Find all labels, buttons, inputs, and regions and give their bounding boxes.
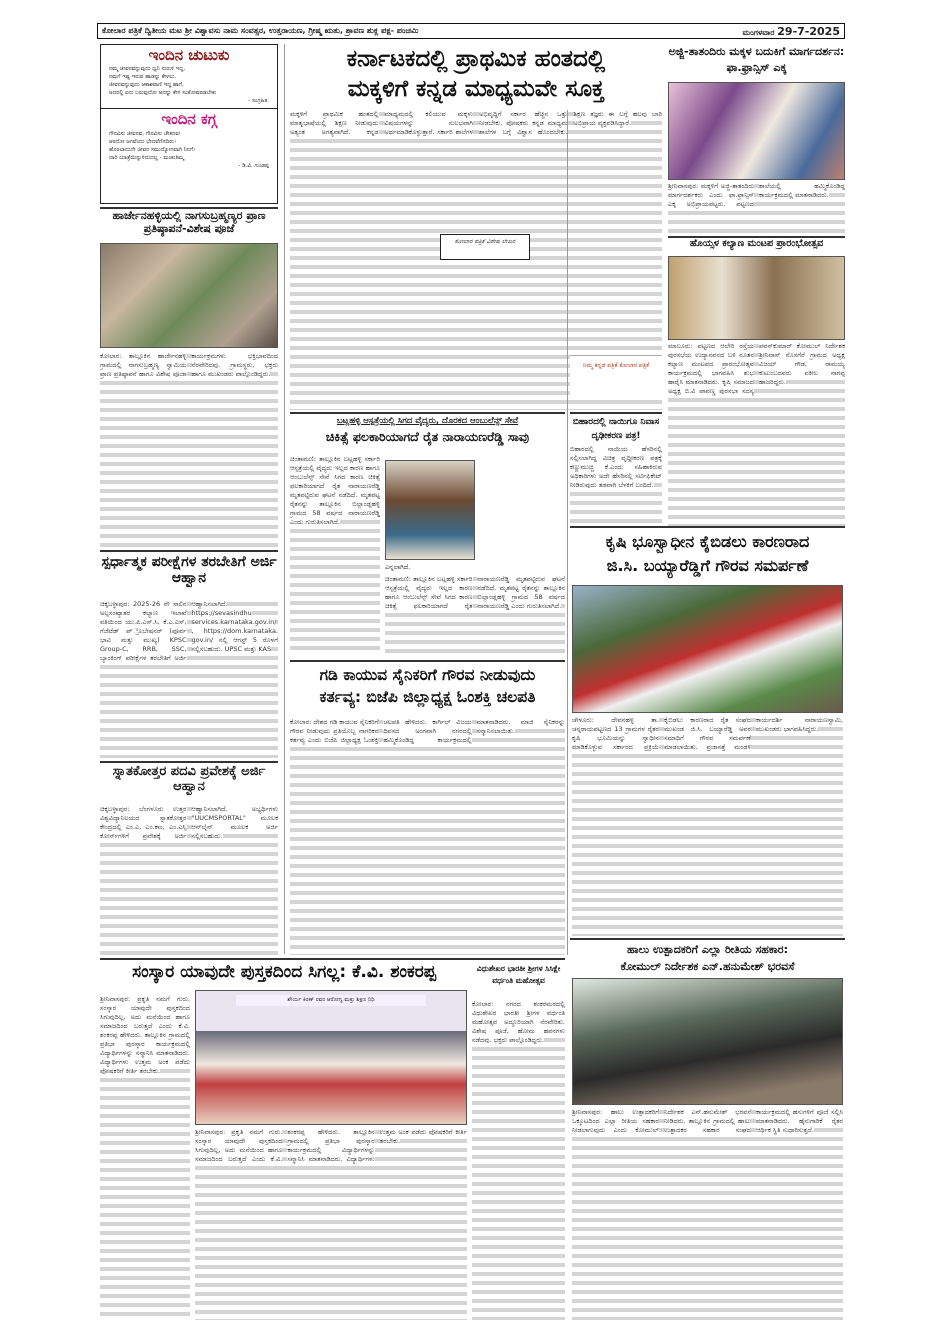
kagga-title: ಇಂದಿನ ಕಗ್ಗ [161,110,217,129]
temple-photo [100,243,278,348]
main-headline-line1: ಕರ್ನಾಟಕದಲ್ಲಿ ಪ್ರಾಥಮಿಕ ಹಂತದಲ್ಲಿ [346,46,606,72]
ajji-event-photo [668,82,845,180]
masthead-bar [97,23,845,39]
chutuku-line: ಅದರಲ್ಲಿ ಏನು ಬರುವುದೋ ಅದನ್ನು ಕೇಳಿ ಸಂತೋಷಪಡಬೇಕು [109,90,217,97]
gadi-headline [290,664,565,708]
halu-headline [570,941,845,975]
chutuku-line: ನಮ್ಮ ಜೀವನವನ್ನುವುದು ಧ್ವನಿ ಸುರುಳಿ ಇದ್ದ, [109,66,186,73]
krishi-body: ಚೇಳೂರು: ದೇವನಹಳ್ಳಿ ತಾ. ಚನ್ನರಾಯಪಟ್ಟಣದ 13 ಗ್ರಾಮಗಳ ರೈತರ ಕೃಷಿ ಭೂಮಿಯನ್ನು ಸ್ವಾಧೀನ ಮಾಡಿಕೊಳ್ಳುವ ಸರ್ಕಾರದ ಪ್ರಕ್ರಿಯೆ ಕೈಬಿಡಲು ಕಾರಣರಾದ ರೈತ ಸಂಘದ ಮುಖಂಡ ಜಿ.ಸಿ. ಬಯ್ಯಾರೆಡ್ಡಿ ಅವರ ಸಮಾಧಿಗೆ ಗೌರವ ಸಮರ್ಪಣೆ ಮಾಡಲಾಯಿತು. ಪ್ರಜಾಸತ್ತೆ ಮಂಡಳಿ ಕಾರ್ಯದರ್ಶಿ ನಾರಾಯಣಸ್ವಾಮಿ, ಮುಖಂಡರು ಭಾಗವಹಿಸಿದ್ದರು. [572,716,843,936]
bihar-body: ಬಿಹಾರದಲ್ಲಿ ನಾಯಿಯ ಹೆಸರಿನಲ್ಲಿ ಸಲ್ಲಿಸಲಾಗಿದ್ದ ವಿಚಿತ್ರ ವೃದ್ಧೀಕರಣ ಪತ್ರಕ್ಕೆ ಕಣ್ಣುಮುಚ್ಚಿ ಕೆ.ಎಂದು ಸಹಿಹಾಕಿರುವ ಅಧಿಕಾರಿಗಳು ಅದೇ ಹೆಸರಿನಲ್ಲಿ ಸರ್ಟಿಫಿಕೇಟ್ ನೀಡಿರುವುದು ತಡವಾಗಿ ಬೆಳಕಿಗೆ ಬಂದಿದೆ. [570,445,662,523]
main-headline-line2: ಮಕ್ಕಳಿಗೆ ಕನ್ನಡ ಮಾಧ್ಯಮವೇ ಸೂಕ್ತ [347,76,605,102]
halu-headline-line1: ಹಾಲು ಉತ್ಪಾದಕರಿಗೆ ಎಲ್ಲಾ ರೀತಿಯ ಸಹಕಾರ: [627,943,788,956]
farmer-portrait-photo [385,460,475,560]
halu-headline-line2: ಕೋಮುಲ್ ನಿರ್ದೇಶಕ ಎನ್.ಹನುಮೇಶ್ ಭರವಸೆ [620,960,795,973]
chutuku-lines [101,64,277,106]
masthead-day: ಮಂಗಳವಾರ [742,27,775,37]
krishi-headline-line2: ಜಿ.ಸಿ. ಬಯ್ಯಾರೆಡ್ಡಿಗೆ ಗೌರವ ಸಮರ್ಪಣೆ [606,556,809,575]
raitha-caption: ಎನ್ನಲಾಗಿದೆ. [385,563,411,571]
ajji-headline: ಅಜ್ಜಿ-ತಾತಂದಿರು ಮಕ್ಕಳ ಬದುಕಿಗೆ ಮಾರ್ಗದರ್ಶನ: ಫಾ.ಫ್ರಾನ್ಸಿಸ್ ಎಕ್ಕ [668,45,845,74]
felicitation-photo [195,990,467,1125]
bihar-headline: ಬಿಹಾರದಲ್ಲಿ ನಾಯಿಗೂ ನಿವಾಸ ದೃಢೀಕರಣ ಪತ್ರ! [572,417,660,441]
kagga-author: - ಡಿ.ವಿ. ಗುಂಡಪ್ಪ [238,162,269,169]
spardha-body: ಚಿಕ್ಕಬಳ್ಳಾಪುರ: 2025-26 ನೇ ಸಾಲಿನ ಅಲ್ಪಸಂಖ್ಯಾತರ ಕಲ್ಯಾಣ ಇಲಾಖೆ ವತಿಯಿಂದ ಯು.ಪಿ.ಎಸ್.ಸಿ, ಕೆ.ಎ.ಎಸ್, ಗೆಜೆಟೆಡ್ ಪ್್ರೊಬೇಷನರ್ (ಪೂರ್ವ ಭಾವಿ ಮತ್ತು ಮುಖ್ಯ) KPSC Group-C, RRB, SSC, ಬ್ಯಾಂಕಿಂಗ್ ಪರೀಕ್ಷೆಗಳ ತರಬೇತಿಗೆ ಅರ್ಜಿ ಆಹ್ವಾನಿಸಲಾಗಿದೆ. https://sevasindhu services.karnataka.gov.in/ , https://dom.karnataka. gov.in/ ನಲ್ಲಿ ಆಗಸ್ಟ್ 5 ರೊಳಗೆ ಸಲ್ಲಿಸಬಹುದು. UPSC ಮತ್ತು KAS [100,600,278,758]
main-headline [290,44,662,104]
vidhushekhara-body: ಕೋಲಾರ: ನಗರದ ಶಂಕರಮಠದಲ್ಲಿ ವಿಧುಶೇಖರ ಭಾರತೀ ಶ್ರೀಗಳ ವರ್ಧಂತಿ ಮಹೋತ್ಸವ ಅದ್ದೂರಿಯಾಗಿ ನೆರವೇರಿತು. ವಿಶೇಷ ಪೂಜೆ, ಹೋಮ ಹವನಗಳು ನಡೆದವು. ಭಕ್ತರು ಪಾಲ್ಗೊಂಡಿದ್ದರು. [472,1000,565,1320]
halu-body: ಶ್ರೀನಿವಾಸಪುರ: ಹಾಲು ಉತ್ಪಾದಕರಿಗೆ ಒಕ್ಕೂಟದಿಂದ ಎಲ್ಲಾ ರೀತಿಯ ಸಹಕಾರ ನೀಡಲಾಗುವುದು ಎಂದು ಕೋಮುಲ್ ನಿರ್ದೇಶಕ ಎನ್.ಹನುಮೇಶ್ ಭರವಸೆ ನೀಡಿದರು. ತಾಲ್ಲೂಕಿನ ಗ್ರಾಮದಲ್ಲಿ ಹಾಲು ಉತ್ಪಾದಕರ ಸಹಕಾರ ಸಂಘದ ಕಾರ್ಯಕ್ರಮದಲ್ಲಿ ಹಸುಗಳಿಗೆ ಪೂಜೆ ಸಲ್ಲಿಸಿ ಮಾತನಾಡಿದರು. ಹೈನುಗಾರಿಕೆ ರೈತರ ಆರ್ಥಿಕ ಸ್ಥಿತಿ ಸುಧಾರಿಸುತ್ತದೆ. [572,1108,843,1320]
masthead-info: ಕೋಲಾರ ಪತ್ರಿಕೆ ದ್ವಿತೀಯ ಮಟ ಶ್ರೀ ವಿಶ್ವಾವಸು ನಾಮ ಸಂವತ್ಸರ, ಉತ್ತರಾಯಣ, ಗ್ರೀಷ್ಮ ಋತು, ಶ್ರಾವಣ ಶುಕ್ಲ ಪಕ್ಷ- ಪಂಚಮಿ [102,26,419,35]
snatakottara-headline: ಸ್ನಾತಕೋತ್ತರ ಪದವಿ ಪ್ರವೇಶಕ್ಕೆ ಅರ್ಜಿ ಆಹ್ವಾನ [112,764,266,794]
gadi-headline-line2: ಕರ್ತವ್ಯ: ಬಿಜೆಪಿ ಜಿಲ್ಲಾಧ್ಯಕ್ಷ ಓಂಶಕ್ತಿ ಚಲಪತಿ [319,688,536,706]
tribute-photo [572,585,843,713]
chutuku-line: ನಮಗೆ ಇಷ್ಟ ಇರುವ ಹಾಡನ್ನು ಕೇಳಲು. [109,74,177,81]
hoysala-inauguration-photo [668,256,845,340]
raitha-headline: ಚಿಕಿತ್ಸೆ ಫಲಕಾರಿಯಾಗದೆ ರೈತ ನಾರಾಯಣರೆಡ್ಡಿ ಸಾವು [325,429,530,444]
dairy-cow-photo [572,978,843,1105]
quote-box [100,44,278,204]
raitha-body-col1: ಚಿಂತಾಮಣಿ: ತಾಲ್ಲೂಕಿನ ಬಟ್ಲಹಳ್ಳಿ ಸರ್ಕಾರಿ ಆಸ್ಪತ್ರೆಯಲ್ಲಿ ವೈದ್ಯರು ಇಲ್ಲದ ಕಾರಣ ಹಾಗೂ ಆಂಬುಲೆನ್ಸ್ ಸೇವೆ ಸಿಗದ ಕಾರಣ ಚಿಕಿತ್ಸೆ ಫಲಕಾರಿಯಾಗದೆ ರೈತ ನಾರಾಯಣರೆಡ್ಡಿ ಮೃತಪಟ್ಟಿರುವ ಘಟನೆ ನಡೆದಿದೆ. ಮೃತಪಟ್ಟ ರೈತನನ್ನು ತಾಲ್ಲೂಕಿನ ಬಿಲ್ಲಾಂಡ್ಲಹಳ್ಳಿ ಗ್ರಾಮದ 58 ವರ್ಷದ ನಾರಾಯಣರೆಡ್ಡಿ ಎಂದು ಗುರುತಿಸಲಾಗಿದೆ. [290,455,380,655]
snatakottara-body: ಚಿಕ್ಕಬಳ್ಳಾಪುರ: ಬೆಂಗಳೂರು ಉತ್ತರ ವಿಶ್ವವಿದ್ಯಾನಿಲಯದ ಸ್ನಾತಕೋತ್ತರ ಕೇಂದ್ರದಲ್ಲಿ ಎಂ.ಎ, ಎಂ.ಕಾಂ, ಎಂ.ಎಸ್ಸಿ ಕೋರ್ಸ್‌ಗಳಿಗೆ ಪ್ರವೇಶಕ್ಕೆ ಅರ್ಜಿ ಆಹ್ವಾನಿಸಲಾಗಿದೆ. ಅಭ್ಯರ್ಥಿಗಳು "UUCMSPORTAL" ಮೂಲಕ ಆನ್‌ಲೈನ್ ಮೂಲಕ ಅರ್ಜಿ ಸಲ್ಲಿಸಬಹುದು. [100,805,278,955]
harjenahalli-body: ಕೋಲಾರ: ತಾಲ್ಲೂಕಿನ ಹಾರ್ಜೇನಹಳ್ಳಿ ಗ್ರಾಮದಲ್ಲಿ ನಾಗಸುಬ್ರಹ್ಮಣ್ಯ ಸ್ವಾಮಿಯ ಪ್ರಾಣ ಪ್ರತಿಷ್ಠಾಪನೆ ಹಾಗೂ ವಿಶೇಷ ಪೂಜಾ ಕಾರ್ಯಕ್ರಮಗಳು ಭಕ್ತಿಭಾವದಿಂದ ನೆರವೇರಿದವು. ಗ್ರಾಮಸ್ಥರು, ಭಕ್ತರು ಹಾಗೂ ಮುಖಂಡರು ಪಾಲ್ಗೊಂಡಿದ್ದರು. [100,352,278,547]
krishi-headline [570,530,845,578]
ajji-body: ಶ್ರೀನಿವಾಸಪುರ: ಮಕ್ಕಳಿಗೆ ಅಜ್ಜಿ-ತಾತಂದಿರು ಮಾರ್ಗದರ್ಶಕರು ಎಂದು ಫಾ.ಫ್ರಾನ್ಸಿಸ್ ಎಕ್ಕ ಅಭಿಪ್ರಾಯಪಟ್ಟರು. ಪಟ್ಟಣದ ಶಾಲೆಯಲ್ಲಿ ಹಮ್ಮಿಕೊಂಡಿದ್ದ ಕಾರ್ಯಕ್ರಮದಲ್ಲಿ ಮಾತನಾಡಿದರು. [668,182,845,234]
vidhushekhara-headline: ವಿಧುಶೇಖರ ಭಾರತೀ ಶ್ರೀಗಳ ಸಿಸಿಕ್ಷೇ ವರ್ಧಂತಿ ಮಹೋತ್ಸವ [476,964,561,985]
chutuku-line: ಜೀವನವನ್ನುವುದು ಆಕಾಶವಾಣಿ ಇದ್ದ ಹಾಗೆ, [109,82,184,89]
raitha-body-col2: ಚಿಂತಾಮಣಿ: ತಾಲ್ಲೂಕಿನ ಬಟ್ಲಹಳ್ಳಿ ಸರ್ಕಾರಿ ಆಸ್ಪತ್ರೆಯಲ್ಲಿ ವೈದ್ಯರು ಇಲ್ಲದ ಕಾರಣ ಹಾಗೂ ಆಂಬುಲೆನ್ಸ್ ಸೇವೆ ಸಿಗದ ಕಾರಣ ಚಿಕಿತ್ಸೆ ಫಲಕಾರಿಯಾಗದೆ ರೈತ ನಾರಾಯಣರೆಡ್ಡಿ ಮೃತಪಟ್ಟಿರುವ ಘಟನೆ ನಡೆದಿದೆ. ಮೃತಪಟ್ಟ ರೈತನನ್ನು ತಾಲ್ಲೂಕಿನ ಬಿಲ್ಲಾಂಡ್ಲಹಳ್ಳಿ ಗ್ರಾಮದ 58 ವರ್ಷದ ನಾರಾಯಣರೆಡ್ಡಿ ಎಂದು ಗುರುತಿಸಲಾಗಿದೆ. [385,575,565,655]
chutuku-title: ಇಂದಿನ ಚುಟುಕು [148,46,230,64]
photo-banner: ಶೌರ್ಯ ಕಿರಣ್ ರವರ ಆರೋಗ್ಯ ಮತ್ತು ಶಿಕ್ಷಣ ನಿಧಿ [236,995,426,1006]
hoysala-headline: ಹೊಯ್ಸಳ ಕಲ್ಯಾಣ ಮಂಟಪ ಪ್ರಾರಂಭೋತ್ಸವ [689,238,824,249]
gadi-body: ಕೋಲಾರ: ದೇಶದ ಗಡಿ ಕಾಯುವ ಸೈನಿಕರಿಗೆ ಗೌರವ ನೀಡುವುದು ಪ್ರತಿಯೊಬ್ಬ ನಾಗರಿಕನ ಕರ್ತವ್ಯ ಎಂದು ಬಿಜೆಪಿ ಜಿಲ್ಲಾಧ್ಯಕ್ಷ ಓಂಶಕ್ತಿ ಚಲಪತಿ ಹೇಳಿದರು. ಕಾರ್ಗಿಲ್ ವಿಜಯ ದಿವಸದ ಅಂಗವಾಗಿ ನಗರದಲ್ಲಿ ಹಮ್ಮಿಕೊಂಡಿದ್ದ ಕಾರ್ಯಕ್ರಮದಲ್ಲಿ ಮಾತನಾಡಿದರು. ಮಾಜಿ ಸೈನಿಕರನ್ನು ಸನ್ಮಾನಿಸಲಾಯಿತು. [290,718,565,955]
raitha-kicker: ಬಟ್ಲಹಳ್ಳಿ ಆಸ್ಪತ್ರೆಯಲ್ಲಿ ಸಿಗದ ವೈದ್ಯರು, ದೊರಕದ ಆಂಬುಲೆನ್ಸ್ ಸೇವೆ [336,416,519,426]
kagga-line: ದಾರಿ ಯಾತ್ರೆಯಿನ್ನುಳಿದುದಲ್ಲ - ಮಂಕುತಿಮ್ಮ [109,154,185,161]
chutuku-author: - ಸಂಗ್ರಹಿತ. [248,98,269,105]
main-body: ಮಕ್ಕಳಿಗೆ ಪ್ರಾಥಮಿಕ ಹಂತದಲ್ಲಿ ಮಾತೃಭಾಷೆಯಲ್ಲಿ ಶಿಕ್ಷಣ ನೀಡುವುದು ಅತ್ಯಂತ ಅಗತ್ಯವಾಗಿದೆ. ಕನ್ನಡ ಮಾಧ್ಯಮದಲ್ಲಿ ಕಲಿಯುವ ಮಕ್ಕಳು ವಿಷಯಗಳನ್ನು ಸುಲಭವಾಗಿ ಅರ್ಥಮಾಡಿಕೊಳ್ಳುತ್ತಾರೆ. ಸರ್ಕಾರಿ ಶಾಲೆಗಳ ಅಭಿವೃದ್ಧಿಗೆ ಸರ್ಕಾರ ಹೆಚ್ಚಿನ ಒತ್ತು ನೀಡಬೇಕು. ಪೋಷಕರು ಕನ್ನಡ ಮಾಧ್ಯಮ ಶಾಲೆಗಳ ಬಗ್ಗೆ ವಿಶ್ವಾಸ ಹೊಂದಬೇಕು. ಶಿಕ್ಷಣ ತಜ್ಞರು ಈ ಬಗ್ಗೆ ಹಲವು ಬಾರಿ ಅಭಿಪ್ರಾಯ ವ್ಯಕ್ತಪಡಿಸಿದ್ದಾರೆ. [290,110,662,410]
samskara-headline: ಸಂಸ್ಕಾರ ಯಾವುದೇ ಪುಸ್ತಕದಿಂದ ಸಿಗಲ್ಲ: ಕೆ.ವಿ. ಶಂಕರಪ್ಪ [132,962,436,982]
krishi-headline-line1: ಕೃಷಿ ಭೂಸ್ವಾಧೀನ ಕೈಬಿಡಲು ಕಾರಣರಾದ [605,532,810,551]
kannada-ad: ನಿಮ್ಮ ಕನ್ನಡ ಪತ್ರಿಕೆ ಕೋಲಾರ ಪತ್ರಿಕೆ [570,355,662,395]
hoysala-body: ಮಾಲೂರು: ಪಟ್ಟಣದ ಆಲೇರಿ ರಸ್ತೆಯ ಪುರಸಭೆಯ ಉದ್ಯಾನವನದ ಬಳಿ ನೂತನ ಕಲ್ಯಾಣ ಮಂಟಪದ ಪ್ರಾರಂಭೋತ್ಸವ ಕಾರ್ಯಕ್ರಮದಲ್ಲಿ ಭಾಗವಹಿಸಿ ಶುಭ ಹಾರೈಸಿ ಮಾತನಾಡಿದರು. ಕೃಷಿ ಸಮಾಜದ ಅಧ್ಯಕ್ಷ ಬಿ.ವಿ ಪಾಪಣ್ಣ ಪುರಸಭಾ ಸದಸ್ಯ ಪವನ್‌ಕುಮಾರ್ ಕೋಮುಲ್ ನಿರ್ದೇಶಕ ಶ್ರೀನಿವಾಸ್ ನೊಸಗೆರೆ ಗ್ರಾಮದ ಅಧ್ಯಕ್ಷ ವಿಜಯ್ ಗೌಡ, ರಾಮಯ್ಯ ಕುಟುಂಬದವರು ವಕೀಲ ನಾಗಪ್ಪ ಹಾಜರಿದ್ದರು. [668,342,845,527]
spardha-headline: ಸ್ಪರ್ಧಾತ್ಮಕ ಪರೀಕ್ಷೆಗಳ ತರಬೇತಿಗೆ ಅರ್ಜಿ ಆಹ್ವಾನ [101,554,277,587]
samskara-body-col2: ಶ್ರೀನಿವಾಸಪುರ: ಪ್ರಕೃತಿ ನಮಗೆ ಗುರು. ಸಂಸ್ಕಾರ ಯಾವುದೇ ಪುಸ್ತಕದಿಂದ ಸಿಗುವುದಿಲ್ಲ, ಅದು ಮನೆಯಿಂದ ಹಾಗೂ ಸಮಾಜದಿಂದ ಬರುತ್ತದೆ ಎಂದು ಕೆ.ವಿ. ಶಂಕರಪ್ಪ ಹೇಳಿದರು. ತಾಲ್ಲೂಕಿನ ಗ್ರಾಮದಲ್ಲಿ ಪ್ರತಿಭಾ ಪುರಸ್ಕಾರ ಕಾರ್ಯಕ್ರಮದಲ್ಲಿ ವಿದ್ಯಾರ್ಥಿಗಳನ್ನು ಸನ್ಮಾನಿಸಿ ಮಾತನಾಡಿದರು. ವಿದ್ಯಾರ್ಥಿಗಳು ಉತ್ತಮ ಅಂಕ ಪಡೆದು ಪೋಷಕರಿಗೆ ಕೀರ್ತಿ ತರಬೇಕು. [195,1128,467,1320]
kagga-line: ಗೌರವಿಸು ಜೀವನವ, ಗೌರವಿಸು ಚೇತನವ। [109,130,181,137]
kagga-lines [101,129,277,171]
samskara-body-col1: ಶ್ರೀನಿವಾಸಪುರ: ಪ್ರಕೃತಿ ನಮಗೆ ಗುರು. ಸಂಸ್ಕಾರ ಯಾವುದೇ ಪುಸ್ತಕದಿಂದ ಸಿಗುವುದಿಲ್ಲ, ಅದು ಮನೆಯಿಂದ ಹಾಗೂ ಸಮಾಜದಿಂದ ಬರುತ್ತದೆ ಎಂದು ಕೆ.ವಿ. ಶಂಕರಪ್ಪ ಹೇಳಿದರು. ತಾಲ್ಲೂಕಿನ ಗ್ರಾಮದಲ್ಲಿ ಪ್ರತಿಭಾ ಪುರಸ್ಕಾರ ಕಾರ್ಯಕ್ರಮದಲ್ಲಿ ವಿದ್ಯಾರ್ಥಿಗಳನ್ನು ಸನ್ಮಾನಿಸಿ ಮಾತನಾಡಿದರು. ವಿದ್ಯಾರ್ಥಿಗಳು ಉತ್ತಮ ಅಂಕ ಪಡೆದು ಪೋಷಕರಿಗೆ ಕೀರ್ತಿ ತರಬೇಕು. [100,995,190,1320]
kagga-line: ಹೊರಲಾದುದೇ ಜೀವನ ಸಮುದ್ಯೋಗವಾಗಿ ನಿನಗೆ। [109,146,196,153]
gadi-headline-line1: ಗಡಿ ಕಾಯುವ ಸೈನಿಕರಿಗೆ ಗೌರವ ನೀಡುವುದು [319,666,536,684]
main-badge: ಕೋಲಾರ ಪತ್ರಿಕೆ ವಿಶೇಷ ಲೇಖನ [440,234,530,260]
harjenahalli-headline: ಹಾರ್ಜೇನಹಳ್ಳಿಯಲ್ಲಿ ನಾಗಸುಬ್ರಹ್ಮಣ್ಯರ ಪ್ರಾಣ ಪ್ರತಿಷ್ಠಾಪನೆ-ವಿಶೇಷ ಪೂಜೆ [112,209,266,235]
kagga-line: ಆರದೋ ಜಗವೆಂದು ಭೇದವೆಣಿಸದಿರು। [109,138,177,145]
masthead-date: 29-7-2025 [777,24,840,38]
